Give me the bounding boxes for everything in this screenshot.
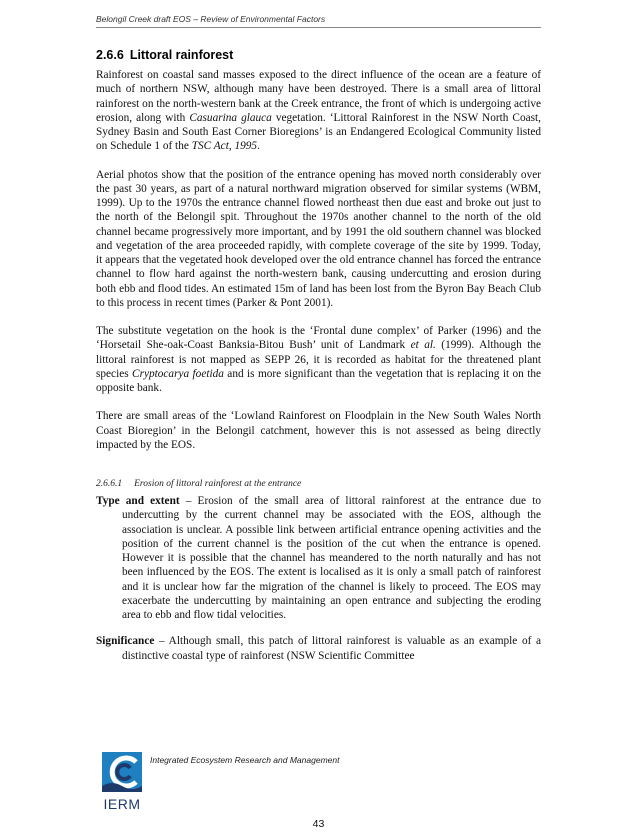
text-run: and is more significant than the vegetation that is replacing it on the opposite bank. [96, 367, 541, 394]
running-header: Belongil Creek draft EOS – Review of Environmental Factors [96, 12, 541, 28]
logo-mark-icon [96, 752, 148, 796]
paragraph-lowland-rainforest: There are small areas of the ‘Lowland Rainforest on Floodplain in the New South Wales North Coast Bioregion’ in the Belongil catchment, however this is not assessed as being directly impacted by the EOS. [96, 410, 541, 451]
footer-organisation: Integrated Ecosystem Research and Management [150, 755, 340, 765]
section-number: 2.6.6 [96, 48, 124, 62]
act-name: TSC Act, 1995 [191, 140, 258, 153]
section-title: Littoral rainforest [129, 48, 234, 62]
type-extent-text: – Erosion of the small area of littoral rainforest at the entrance due to undercutting by the current channel may be associated with the EOS, although the association is unclear. A possible link between artificial entrance opening activities and the position of the current channel is the position of the cut when the entrance is opened. However it is possible that the channel has meandered to the north naturally and has not been influenced by the EOS. The extent is localised as it is only a small patch of rainforest and it is unclear how far the migration of the channel is likely to proceed. The EOS may exacerbate the undercutting by maintaining an open entrance and subjecting the eroding area to ebb and flow tidal velocities. [122, 495, 541, 621]
subsection-title: Erosion of littoral rainforest at the entrance [134, 479, 302, 489]
subsection-number: 2.6.6.1 [96, 479, 123, 489]
citation-etal: et al. [410, 339, 436, 352]
paragraph-aerial-photos: Aerial photos show that the position of the entrance opening has moved north considerably over the past 30 years, as part of a natural northward migration observed for similar systems (WBM, 1999). Up to the 1970s the entrance channel flowed northeast then due east and broke out just to the north of the Belongil spit. Throughout the 1970s another channel to the north of the old channel became progressively more important, and by 1991 the old southern channel was blocked and vegetation of the area proceeded rapidly, with complete coverage of the site by 1999. Today, it appears that the vegetated hook developed over the old entrance channel has forced the entrance channel to flow hard against the north-western bank, causing undercutting and erosion during both ebb and flood tides. An estimated 15m of land has been lost from the Byron Bay Beach Club to this process in recent times (Parker & Pont 2001). [96, 168, 541, 309]
text-run: vegetation. ‘Littoral Rainforest in the NSW North Coast, Sydney Basin and South East Corner Bioregions’ is an Endangered Ecological Community listed on Schedule 1 of the [96, 111, 541, 153]
page-number: 43 [312, 818, 325, 830]
text-run: Rainforest on coastal sand masses exposed to the direct influence of the ocean are a feature of much of northern NSW, although many have been destroyed. There is a small area of littoral rainforest on the north-western bank at the Creek entrance, the front of which is undergoing active erosion, along with [96, 69, 541, 124]
type-extent-term: Type and extent [96, 495, 180, 507]
significance-text: – Although small, this patch of littoral rainforest is valuable as an example of a distinctive coastal type of rainforest (NSW Scientific Committee [122, 635, 541, 662]
significance-paragraph [96, 634, 541, 663]
paragraph-intro [96, 68, 541, 154]
significance-term: Significance [96, 635, 155, 648]
ierm-logo [96, 752, 148, 814]
section-heading [96, 47, 541, 63]
logo-wordmark: IERM [103, 796, 141, 812]
subsection-heading [96, 478, 541, 491]
text-run: (1999). Although the littoral rainforest is not mapped as SEPP 26, it is recorded as habitat for the threatened plant species [96, 339, 541, 380]
type-extent-paragraph [96, 494, 541, 622]
text-run: The substitute vegetation on the hook is the ‘Frontal dune complex’ of Parker (1996) and the ‘Horsetail She-oak-Coast Banksia-Bitou Bush’ unit of Landmark [96, 325, 541, 352]
page-content [96, 47, 541, 675]
paragraph-substitute-vegetation [96, 324, 541, 395]
species-name: Casuarina glauca [189, 111, 272, 124]
text-run: . [257, 140, 260, 153]
species-name: Cryptocarya foetida [132, 367, 224, 380]
